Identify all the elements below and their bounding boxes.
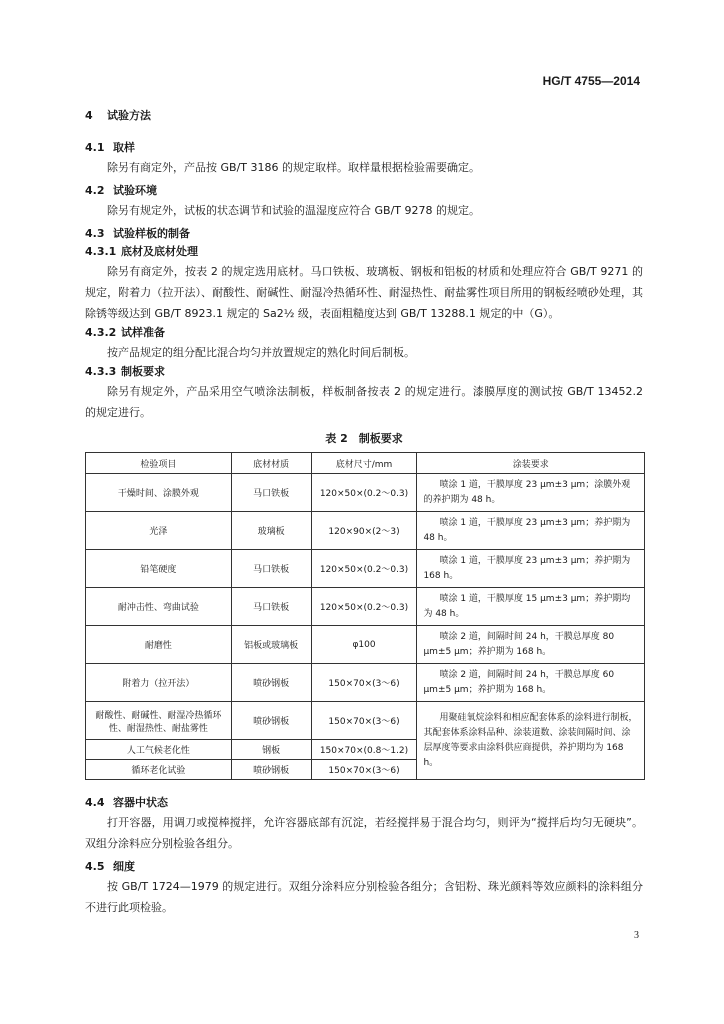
section-heading-4-5: 4.5 细度 [85,860,135,873]
section-heading-4-3-1: 4.3.1 底材及底材处理 [85,245,198,258]
section-text-4-4: 打开容器，用调刀或搅棒搅拌，允许容器底部有沉淀，若经搅拌易于混合均匀，则评为“搅拌后均匀无硬块”。双组分涂料应分别检验各组分。 [85,816,643,850]
cell-item: 干燥时间、涂膜外观 [86,474,232,512]
header-coating: 涂装要求 [417,453,645,474]
cell-item: 耐冲击性、弯曲试验 [86,588,232,626]
table-row [86,512,645,550]
cell-coating: 喷涂 1 道，干膜厚度 23 μm±3 μm；养护期为 168 h。 [417,550,645,588]
cell-item: 光泽 [86,512,232,550]
table-header-row [86,453,645,474]
table-row [86,664,645,702]
cell-item: 耐酸性、耐碱性、耐湿冷热循环性、耐湿热性、耐盐雾性 [86,702,232,740]
cell-substrate: 马口铁板 [231,588,311,626]
page-content [85,107,643,918]
header-substrate: 底材材质 [231,453,311,474]
table-row [86,588,645,626]
section-text-4-3-2: 按产品规定的组分配比混合均匀并放置规定的熟化时间后制板。 [107,346,415,359]
table-row [86,626,645,664]
cell-size: 150×70×(3～6) [311,664,417,702]
cell-substrate: 铝板或玻璃板 [231,626,311,664]
page-number: 3 [634,930,639,941]
header-size: 底材尺寸/mm [311,453,417,474]
table-row [86,702,645,740]
table-row [86,550,645,588]
table-row [86,474,645,512]
cell-item: 耐磨性 [86,626,232,664]
cell-item: 附着力（拉开法） [86,664,232,702]
cell-substrate: 马口铁板 [231,474,311,512]
panel-requirements-table [85,452,645,780]
cell-size: φ100 [311,626,417,664]
cell-size: 120×90×(2～3) [311,512,417,550]
cell-item: 铅笔硬度 [86,550,232,588]
section-text-4-5: 按 GB/T 1724—1979 的规定进行。双组分涂料应分别检验各组分；含铝粉、珠光颜料等效应颜料的涂料组分不进行此项检验。 [85,880,643,914]
cell-substrate: 马口铁板 [231,550,311,588]
section-heading-4-1: 4.1 取样 [85,141,135,154]
section-heading-4: 4 试验方法 [85,109,151,122]
cell-size: 150×70×(3～6) [311,702,417,740]
cell-coating: 喷涂 1 道，干膜厚度 23 μm±3 μm；养护期为 48 h。 [417,512,645,550]
section-heading-4-3: 4.3 试验样板的制备 [85,227,190,240]
header-item: 检验项目 [86,453,232,474]
section-text-4-3-3: 除另有规定外，产品采用空气喷涂法制板，样板制备按表 2 的规定进行。漆膜厚度的测试按 GB/T 13452.2 的规定进行。 [85,385,643,419]
cell-substrate: 玻璃板 [231,512,311,550]
cell-size: 120×50×(0.2～0.3) [311,588,417,626]
section-heading-4-3-2: 4.3.2 试样准备 [85,326,165,339]
cell-size: 120×50×(0.2～0.3) [311,550,417,588]
cell-size: 150×70×(3～6) [311,760,417,780]
cell-coating: 喷涂 1 道，干膜厚度 15 μm±3 μm；养护期均为 48 h。 [417,588,645,626]
cell-substrate: 喷砂钢板 [231,664,311,702]
cell-coating: 喷涂 2 道，间隔时间 24 h，干膜总厚度 80 μm±5 μm；养护期为 168 h。 [417,626,645,664]
cell-size: 150×70×(0.8～1.2) [311,740,417,760]
document-code: HG/T 4755—2014 [542,74,640,88]
section-heading-4-3-3: 4.3.3 制板要求 [85,365,165,378]
section-text-4-1: 除另有商定外，产品按 GB/T 3186 的规定取样。取样量根据检验需要确定。 [107,161,480,174]
cell-substrate: 喷砂钢板 [231,760,311,780]
cell-item: 人工气候老化性 [86,740,232,760]
section-heading-4-4: 4.4 容器中状态 [85,796,168,809]
cell-substrate: 钢板 [231,740,311,760]
cell-size: 120×50×(0.2～0.3) [311,474,417,512]
cell-coating: 喷涂 1 道，干膜厚度 23 μm±3 μm；涂膜外观的养护期为 48 h。 [417,474,645,512]
section-text-4-2: 除另有规定外，试板的状态调节和试验的温湿度应符合 GB/T 9278 的规定。 [107,204,480,217]
cell-substrate: 喷砂钢板 [231,702,311,740]
section-text-4-3-1: 除另有商定外，按表 2 的规定选用底材。马口铁板、玻璃板、钢板和铝板的材质和处理应符合 GB/T 9271 的规定，附着力（拉开法）、耐酸性、耐碱性、耐湿冷热循环性、耐湿热性、耐盐雾性项目所用的钢板经喷砂处理，其除锈等级达到 GB/T 8923.1 规定的 Sa2½ 级，表面粗糙度达到 GB/T 13288.1 规定的中（G）。 [85,265,643,320]
cell-coating: 喷涂 2 道，间隔时间 24 h，干膜总厚度 60 μm±5 μm；养护期为 168 h。 [417,664,645,702]
table-caption: 表 2 制板要求 [325,432,403,445]
cell-item: 循环老化试验 [86,760,232,780]
section-heading-4-2: 4.2 试验环境 [85,184,157,197]
cell-coating-merged: 用聚硅氧烷涂料和相应配套体系的涂料进行制板，其配套体系涂料品种、涂装道数、涂装间隔时间、涂层厚度等要求由涂料供应商提供，养护期均为 168 h。 [417,702,645,780]
